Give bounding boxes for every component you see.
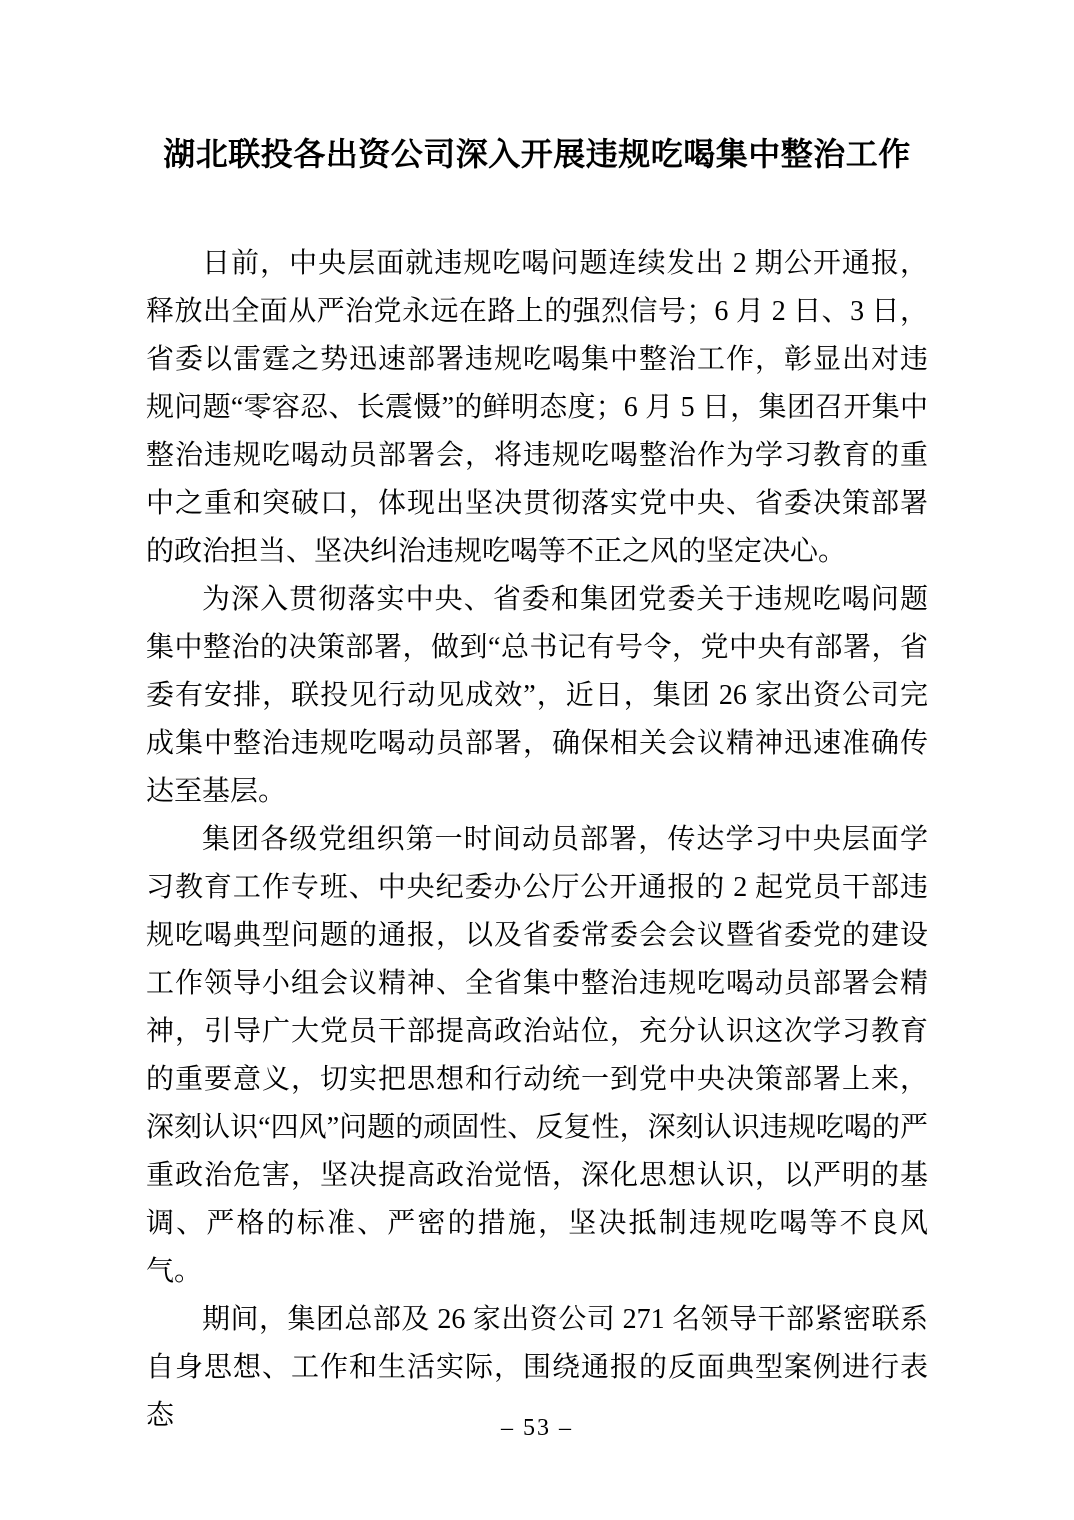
- paragraph-3: 集团各级党组织第一时间动员部署，传达学习中央层面学习教育工作专班、中央纪委办公厅公开通报的 2 起党员干部违规吃喝典型问题的通报，以及省委常委会会议暨省委党的建设工作领导小组会议精神、全省集中整治违规吃喝动员部署会精神，引导广大党员干部提高政治站位，充分认识这次学习教育的重要意义，切实把思想和行动统一到党中央决策部署上来，深刻认识“四风”问题的顽固性、反复性，深刻认识违规吃喝的严重政治危害，坚决提高政治觉悟，深化思想认识，以严明的基调、严格的标准、严密的措施，坚决抵制违规吃喝等不良风气。: [146, 824, 928, 1287]
- paragraph-4: 期间，集团总部及 26 家出资公司 271 名领导干部紧密联系自身思想、工作和生活实际，围绕通报的反面典型案例进行表态: [146, 1304, 928, 1431]
- paragraph-1: 日前，中央层面就违规吃喝问题连续发出 2 期公开通报，释放出全面从严治党永远在路上的强烈信号；6 月 2 日、3 日，省委以雷霆之势迅速部署违规吃喝集中整治工作，彰显出对违规问题“零容忍、长震慑”的鲜明态度；6 月 5 日，集团召开集中整治违规吃喝动员部署会，将违规吃喝整治作为学习教育的重中之重和突破口，体现出坚决贯彻落实党中央、省委决策部署的政治担当、坚决纠治违规吃喝等不正之风的坚定决心。: [146, 248, 928, 567]
- paragraph-2: 为深入贯彻落实中央、省委和集团党委关于违规吃喝问题集中整治的决策部署，做到“总书记有号令，党中央有部署，省委有安排，联投见行动见成效”，近日，集团 26 家出资公司完成集中整治违规吃喝动员部署，确保相关会议精神迅速准确传达至基层。: [146, 584, 928, 807]
- document-body: [146, 240, 928, 1440]
- page-number: – 53 –: [501, 1415, 573, 1441]
- document-title: 湖北联投各出资公司深入开展违规吃喝集中整治工作: [163, 136, 911, 172]
